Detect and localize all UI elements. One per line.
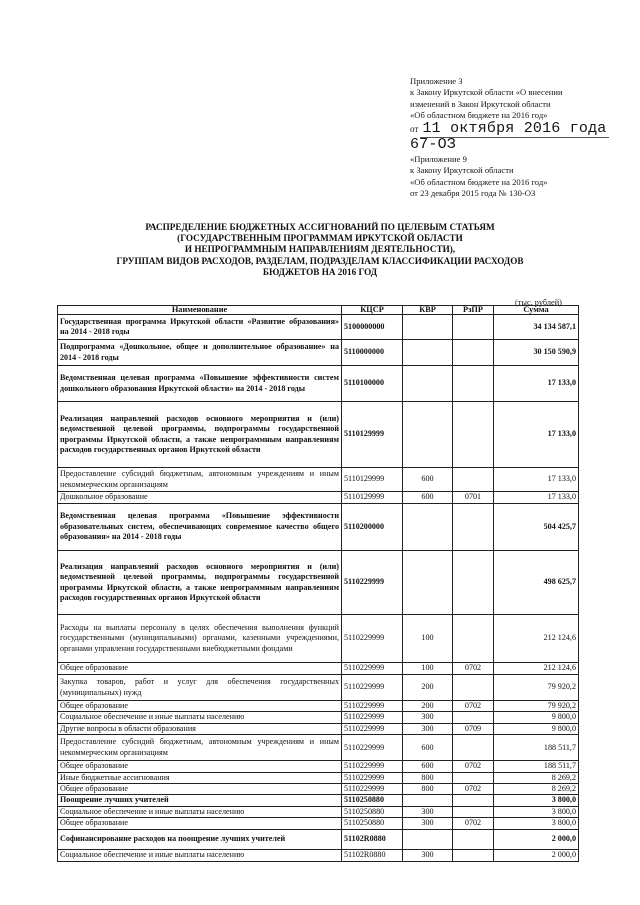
cell-rzpr xyxy=(453,795,494,806)
cell-name: Предоставление субсидий бюджетным, автономным учреждениям и иным некоммерческим организациям xyxy=(58,468,342,492)
cell-name: Социальное обеспечение и иные выплаты населению xyxy=(58,712,342,723)
table-row xyxy=(58,772,579,783)
cell-kvr: 600 xyxy=(403,761,453,772)
cell-sum: 3 800,0 xyxy=(494,818,579,829)
document-title xyxy=(60,222,580,278)
annex-date-row xyxy=(410,122,635,136)
cell-rzpr xyxy=(453,849,494,861)
cell-rzpr xyxy=(453,735,494,761)
table-row xyxy=(58,675,579,701)
cell-name: Государственная программа Иркутской области «Развитие образования» на 2014 - 2018 годы xyxy=(58,315,342,340)
cell-sum: 3 800,0 xyxy=(494,806,579,817)
cell-kcsr: 5110229999 xyxy=(342,712,403,723)
cell-kcsr: 51102R0880 xyxy=(342,829,403,849)
cell-name: Ведомственная целевая программа «Повышение эффективности систем дошкольного образования Иркутской области» на 2014 - 2018 годы xyxy=(58,366,342,402)
header-name: Наименование xyxy=(58,306,342,315)
table-row xyxy=(58,340,579,366)
table-row xyxy=(58,701,579,712)
cell-name: Реализация направлений расходов основного мероприятия и (или) ведомственной целевой программы, подпрограммы государственной программы Иркутской области, а также непрограммным направлениям расходов государственных органов Иркутской области xyxy=(58,402,342,468)
cell-kcsr: 51102R0880 xyxy=(342,849,403,861)
cell-rzpr xyxy=(453,675,494,701)
cell-sum: 3 800,0 xyxy=(494,795,579,806)
cell-rzpr: 0709 xyxy=(453,723,494,734)
header-kcsr: КЦСР xyxy=(342,306,403,315)
cell-kvr: 300 xyxy=(403,806,453,817)
cell-kvr xyxy=(403,795,453,806)
table-row xyxy=(58,818,579,829)
cell-sum: 30 150 590,9 xyxy=(494,340,579,366)
cell-kvr: 200 xyxy=(403,675,453,701)
table-row xyxy=(58,712,579,723)
annex-line: к Закону Иркутской области xyxy=(410,165,514,176)
title-line: И НЕПРОГРАММНЫМ НАПРАВЛЕНИЯМ ДЕЯТЕЛЬНОСТИ), xyxy=(184,244,456,255)
cell-sum: 9 800,0 xyxy=(494,723,579,734)
cell-sum: 8 269,2 xyxy=(494,772,579,783)
cell-name: Иные бюджетные ассигнования xyxy=(58,772,342,783)
cell-kcsr: 5110229999 xyxy=(342,701,403,712)
cell-kcsr: 5110200000 xyxy=(342,504,403,551)
cell-rzpr xyxy=(453,315,494,340)
cell-kcsr: 5110250880 xyxy=(342,818,403,829)
cell-kvr xyxy=(403,551,453,615)
cell-name: Другие вопросы в области образования xyxy=(58,723,342,734)
header-rzpr: РзПР xyxy=(453,306,494,315)
cell-kcsr: 5110250880 xyxy=(342,806,403,817)
table-row xyxy=(58,492,579,504)
cell-sum: 34 134 587,1 xyxy=(494,315,579,340)
cell-kvr: 100 xyxy=(403,663,453,675)
cell-name: Дошкольное образование xyxy=(58,492,342,504)
cell-kvr: 800 xyxy=(403,772,453,783)
cell-kvr xyxy=(403,504,453,551)
annex-line: «Приложение 9 xyxy=(410,154,467,165)
cell-sum: 17 133,0 xyxy=(494,468,579,492)
annex-line: изменений в Закон Иркутской области xyxy=(410,98,551,109)
cell-rzpr xyxy=(453,468,494,492)
cell-sum: 188 511,7 xyxy=(494,735,579,761)
cell-sum: 2 000,0 xyxy=(494,849,579,861)
table-row xyxy=(58,761,579,772)
table-row xyxy=(58,849,579,861)
cell-rzpr xyxy=(453,366,494,402)
header-sum: Сумма xyxy=(494,306,579,315)
cell-sum: 17 133,0 xyxy=(494,402,579,468)
table-row xyxy=(58,795,579,806)
cell-kcsr: 5110000000 xyxy=(342,340,403,366)
table-row xyxy=(58,784,579,795)
cell-sum: 79 920,2 xyxy=(494,675,579,701)
table-row xyxy=(58,551,579,615)
cell-name: Социальное обеспечение и иные выплаты населению xyxy=(58,806,342,817)
table-row xyxy=(58,468,579,492)
table-row xyxy=(58,806,579,817)
cell-kcsr: 5110229999 xyxy=(342,735,403,761)
cell-name: Поощрение лучших учителей xyxy=(58,795,342,806)
cell-sum: 212 124,6 xyxy=(494,615,579,663)
cell-kvr xyxy=(403,340,453,366)
cell-sum: 498 625,7 xyxy=(494,551,579,615)
cell-rzpr: 0702 xyxy=(453,818,494,829)
cell-sum: 188 511,7 xyxy=(494,761,579,772)
table-row xyxy=(58,402,579,468)
cell-kvr: 300 xyxy=(403,818,453,829)
cell-sum: 212 124,6 xyxy=(494,663,579,675)
cell-kcsr: 5110100000 xyxy=(342,366,403,402)
title-line: (ГОСУДАРСТВЕННЫМ ПРОГРАММАМ ИРКУТСКОЙ ОБЛАСТИ xyxy=(177,233,463,244)
annex-line: Приложение 3 xyxy=(410,76,463,86)
title-line: БЮДЖЕТОВ НА 2016 ГОД xyxy=(262,266,378,277)
cell-rzpr xyxy=(453,712,494,723)
cell-rzpr: 0701 xyxy=(453,492,494,504)
cell-kvr: 100 xyxy=(403,615,453,663)
typed-date: 11 октября 2016 года xyxy=(422,120,607,138)
table-row xyxy=(58,504,579,551)
cell-rzpr xyxy=(453,806,494,817)
cell-rzpr xyxy=(453,829,494,849)
cell-name: Софинансирование расходов на поощрение лучших учителей xyxy=(58,829,342,849)
cell-name: Общее образование xyxy=(58,761,342,772)
cell-name: Реализация направлений расходов основного мероприятия и (или) ведомственной целевой программы, подпрограммы государственной программы Иркутской области, а также непрограммным направлениям расходов государственных органов Иркутской области xyxy=(58,551,342,615)
cell-rzpr: 0702 xyxy=(453,784,494,795)
cell-kvr: 600 xyxy=(403,735,453,761)
cell-name: Закупка товаров, работ и услуг для обеспечения государственных (муниципальных) нужд xyxy=(58,675,342,701)
cell-kcsr: 5110129999 xyxy=(342,492,403,504)
cell-name: Общее образование xyxy=(58,663,342,675)
cell-kvr: 300 xyxy=(403,712,453,723)
table-body xyxy=(58,315,579,862)
cell-name: Предоставление субсидий бюджетным, автономным учреждениям и иным некоммерческим организациям xyxy=(58,735,342,761)
cell-name: Общее образование xyxy=(58,818,342,829)
cell-kcsr: 5100000000 xyxy=(342,315,403,340)
cell-rzpr xyxy=(453,772,494,783)
cell-name: Общее образование xyxy=(58,784,342,795)
cell-name: Социальное обеспечение и иные выплаты населению xyxy=(58,849,342,861)
cell-name: Подпрограмма «Дошкольное, общее и дополнительное образование» на 2014 - 2018 годы xyxy=(58,340,342,366)
cell-kvr: 600 xyxy=(403,492,453,504)
cell-kcsr: 5110229999 xyxy=(342,772,403,783)
header-kvr: КВР xyxy=(403,306,453,315)
cell-rzpr: 0702 xyxy=(453,663,494,675)
cell-sum: 8 269,2 xyxy=(494,784,579,795)
annex-line: к Закону Иркутской области «О внесении xyxy=(410,87,563,98)
cell-kcsr: 5110229999 xyxy=(342,663,403,675)
cell-rzpr xyxy=(453,551,494,615)
cell-kvr: 200 xyxy=(403,701,453,712)
cell-sum: 17 133,0 xyxy=(494,492,579,504)
cell-rzpr: 0702 xyxy=(453,701,494,712)
cell-kcsr: 5110229999 xyxy=(342,784,403,795)
table-row xyxy=(58,615,579,663)
cell-kvr xyxy=(403,829,453,849)
table-row xyxy=(58,735,579,761)
cell-kvr xyxy=(403,315,453,340)
cell-kvr: 800 xyxy=(403,784,453,795)
cell-sum: 17 133,0 xyxy=(494,366,579,402)
cell-kcsr: 5110229999 xyxy=(342,615,403,663)
units-label: (тыс. рублей) xyxy=(515,298,562,307)
typed-law-number: 67-ОЗ xyxy=(410,136,457,154)
table-row xyxy=(58,723,579,734)
table-row xyxy=(58,829,579,849)
cell-sum: 9 800,0 xyxy=(494,712,579,723)
cell-sum: 2 000,0 xyxy=(494,829,579,849)
cell-kvr xyxy=(403,366,453,402)
cell-name: Общее образование xyxy=(58,701,342,712)
table-header-row xyxy=(58,306,579,315)
annex-header xyxy=(410,76,635,199)
cell-kcsr: 5110229999 xyxy=(342,723,403,734)
cell-sum: 504 425,7 xyxy=(494,504,579,551)
cell-rzpr xyxy=(453,402,494,468)
cell-kcsr: 5110229999 xyxy=(342,675,403,701)
cell-kvr: 300 xyxy=(403,723,453,734)
table-row xyxy=(58,663,579,675)
table-row xyxy=(58,315,579,340)
cell-kvr xyxy=(403,402,453,468)
cell-rzpr xyxy=(453,615,494,663)
cell-name: Расходы на выплаты персоналу в целях обеспечения выполнения функций государственными (муниципальными) органами, казенными учреждениями, органами управления государственными внебюджетными фондами xyxy=(58,615,342,663)
cell-sum: 79 920,2 xyxy=(494,701,579,712)
title-line: ГРУППАМ ВИДОВ РАСХОДОВ, РАЗДЕЛАМ, ПОДРАЗДЕЛАМ КЛАССИФИКАЦИИ РАСХОДОВ xyxy=(116,255,524,266)
cell-name: Ведомственная целевая программа «Повышение эффективности образовательных систем, обеспечивающих современное качество общего образования» на 2014 - 2018 годы xyxy=(58,504,342,551)
cell-kcsr: 5110129999 xyxy=(342,468,403,492)
cell-kcsr: 5110229999 xyxy=(342,761,403,772)
cell-rzpr xyxy=(453,504,494,551)
date-prefix: от xyxy=(410,124,419,135)
cell-rzpr: 0702 xyxy=(453,761,494,772)
annex-line: «Об областном бюджете на 2016 год» xyxy=(410,176,548,187)
table-row xyxy=(58,366,579,402)
budget-table xyxy=(57,305,579,862)
title-line: РАСПРЕДЕЛЕНИЕ БЮДЖЕТНЫХ АССИГНОВАНИЙ ПО ЦЕЛЕВЫМ СТАТЬЯМ xyxy=(145,222,495,232)
cell-kvr: 600 xyxy=(403,468,453,492)
cell-kcsr: 5110250880 xyxy=(342,795,403,806)
annex-line: от 23 декабря 2015 года № 130-ОЗ xyxy=(410,188,536,199)
cell-kcsr: 5110229999 xyxy=(342,551,403,615)
cell-kvr: 300 xyxy=(403,849,453,861)
cell-rzpr xyxy=(453,340,494,366)
cell-kcsr: 5110129999 xyxy=(342,402,403,468)
annex-line: «Об областном бюджете на 2016 год» xyxy=(410,109,548,120)
